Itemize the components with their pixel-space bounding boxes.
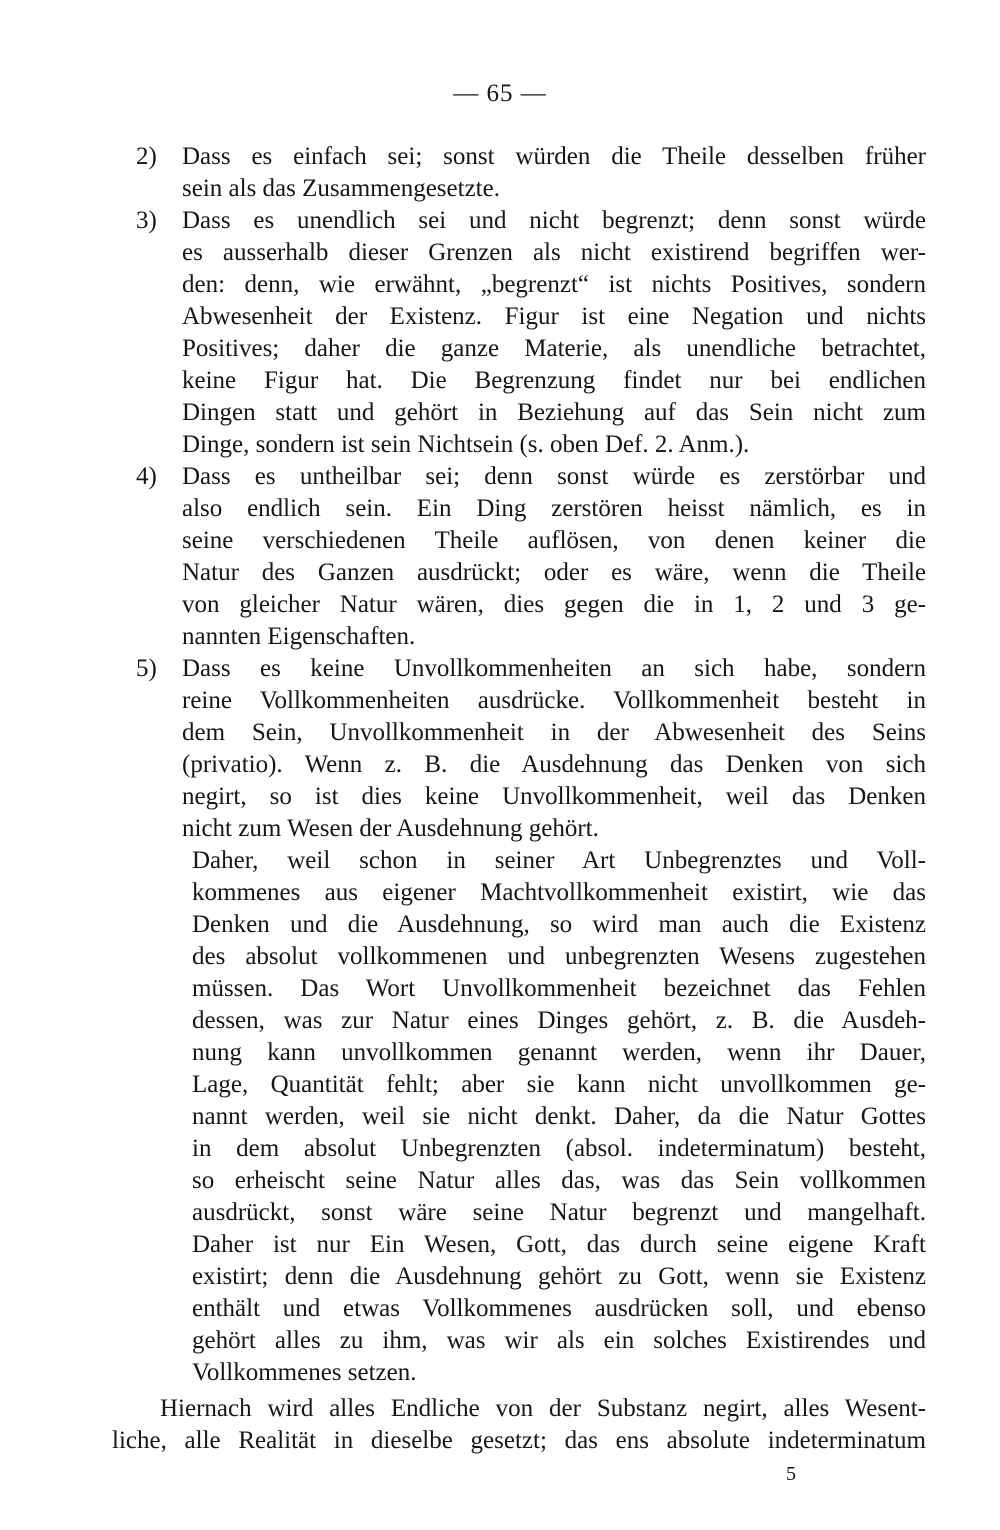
text-line: Natur des Ganzen ausdrückt; oder es wäre, wenn die Theile [182, 559, 926, 586]
text-line: enthält und etwas Vollkommenes ausdrücken soll, und ebenso [192, 1295, 926, 1322]
list-item-2 [136, 141, 926, 205]
text-line: Dass es einfach sei; sonst würden die Theile desselben früher [182, 143, 926, 170]
text-line: dem Sein, Unvollkommenheit in der Abwesenheit des Seins [182, 719, 926, 746]
text-line: Daher, weil schon in seiner Art Unbegrenztes und Voll- [192, 847, 926, 874]
text-line: negirt, so ist dies keine Unvollkommenheit, weil das Denken [182, 783, 926, 810]
list-item-3 [136, 205, 926, 461]
text-line: Hiernach wird alles Endliche von der Substanz negirt, alles Wesent- [160, 1395, 926, 1422]
text-line: also endlich sein. Ein Ding zerstören heisst nämlich, es in [182, 495, 926, 522]
closing-paragraph [112, 1393, 926, 1457]
text-line: Dass es keine Unvollkommenheiten an sich habe, sondern [182, 655, 926, 682]
text-line: von gleicher Natur wären, dies gegen die in 1, 2 und 3 ge- [182, 591, 926, 618]
text-line: des absolut vollkommenen und unbegrenzten Wesens zugestehen [192, 943, 926, 970]
text-line: seine verschiedenen Theile auflösen, von denen keiner die [182, 527, 926, 554]
text-line: nung kann unvollkommen genannt werden, wenn ihr Dauer, [192, 1039, 926, 1066]
numbered-list [136, 141, 926, 1389]
text-line: müssen. Das Wort Unvollkommenheit bezeichnet das Fehlen [192, 975, 926, 1002]
text-line: nicht zum Wesen der Ausdehnung gehört. [182, 815, 599, 842]
item-text [182, 653, 926, 845]
text-line: reine Vollkommenheiten ausdrücke. Vollkommenheit besteht in [182, 687, 926, 714]
text-line: keine Figur hat. Die Begrenzung findet nur bei endlichen [182, 367, 926, 394]
text-line: gehört alles zu ihm, was wir als ein solches Existirendes und [192, 1327, 926, 1354]
item-text [182, 205, 926, 461]
item-text [182, 141, 926, 205]
item-number: 3) [136, 207, 157, 234]
item-number: 5) [136, 655, 157, 682]
text-line: es ausserhalb dieser Grenzen als nicht existirend begriffen wer- [182, 239, 926, 266]
text-line: sein als das Zusammengesetzte. [182, 175, 500, 202]
text-line: dessen, was zur Natur eines Dinges gehört, z. B. die Ausdeh- [192, 1007, 926, 1034]
signature-mark: 5 [786, 1463, 796, 1485]
text-line: Dass es unendlich sei und nicht begrenzt; denn sonst würde [182, 207, 926, 234]
text-line: Abwesenheit der Existenz. Figur ist eine Negation und nichts [182, 303, 926, 330]
text-line: Dass es untheilbar sei; denn sonst würde es zerstörbar und [182, 463, 926, 490]
text-line: Daher ist nur Ein Wesen, Gott, das durch seine eigene Kraft [192, 1231, 926, 1258]
text-line: den: denn, wie erwähnt, „begrenzt“ ist nichts Positives, sondern [182, 271, 926, 298]
item-5-continuation-paragraph [192, 845, 926, 1389]
text-line: so erheischt seine Natur alles das, was das Sein vollkommen [192, 1167, 926, 1194]
item-number: 4) [136, 463, 157, 490]
list-item-4 [136, 461, 926, 653]
text-line: existirt; denn die Ausdehnung gehört zu Gott, wenn sie Existenz [192, 1263, 926, 1290]
text-line: Denken und die Ausdehnung, so wird man auch die Existenz [192, 911, 926, 938]
text-line: nannt werden, weil sie nicht denkt. Daher, da die Natur Gottes [192, 1103, 926, 1130]
text-line: Positives; daher die ganze Materie, als unendliche betrachtet, [182, 335, 926, 362]
text-line: Vollkommenes setzen. [192, 1359, 417, 1386]
text-line: liche, alle Realität in dieselbe gesetzt; das ens absolute indeterminatum [112, 1427, 926, 1454]
text-line: Lage, Quantität fehlt; aber sie kann nicht unvollkommen ge- [192, 1071, 926, 1098]
list-item-5 [136, 653, 926, 845]
page-number: — 65 — [453, 80, 547, 107]
text-line: in dem absolut Unbegrenzten (absol. indeterminatum) besteht, [192, 1135, 926, 1162]
text-line: ausdrückt, sonst wäre seine Natur begrenzt und mangelhaft. [192, 1199, 926, 1226]
text-line: (privatio). Wenn z. B. die Ausdehnung das Denken von sich [182, 751, 926, 778]
text-line: kommenes aus eigener Machtvollkommenheit existirt, wie das [192, 879, 926, 906]
item-number: 2) [136, 143, 157, 170]
item-text [182, 461, 926, 653]
text-line: Dinge, sondern ist sein Nichtsein (s. oben Def. 2. Anm.). [182, 431, 750, 458]
text-line: nannten Eigenschaften. [182, 623, 416, 650]
text-line: Dingen statt und gehört in Beziehung auf das Sein nicht zum [182, 399, 926, 426]
